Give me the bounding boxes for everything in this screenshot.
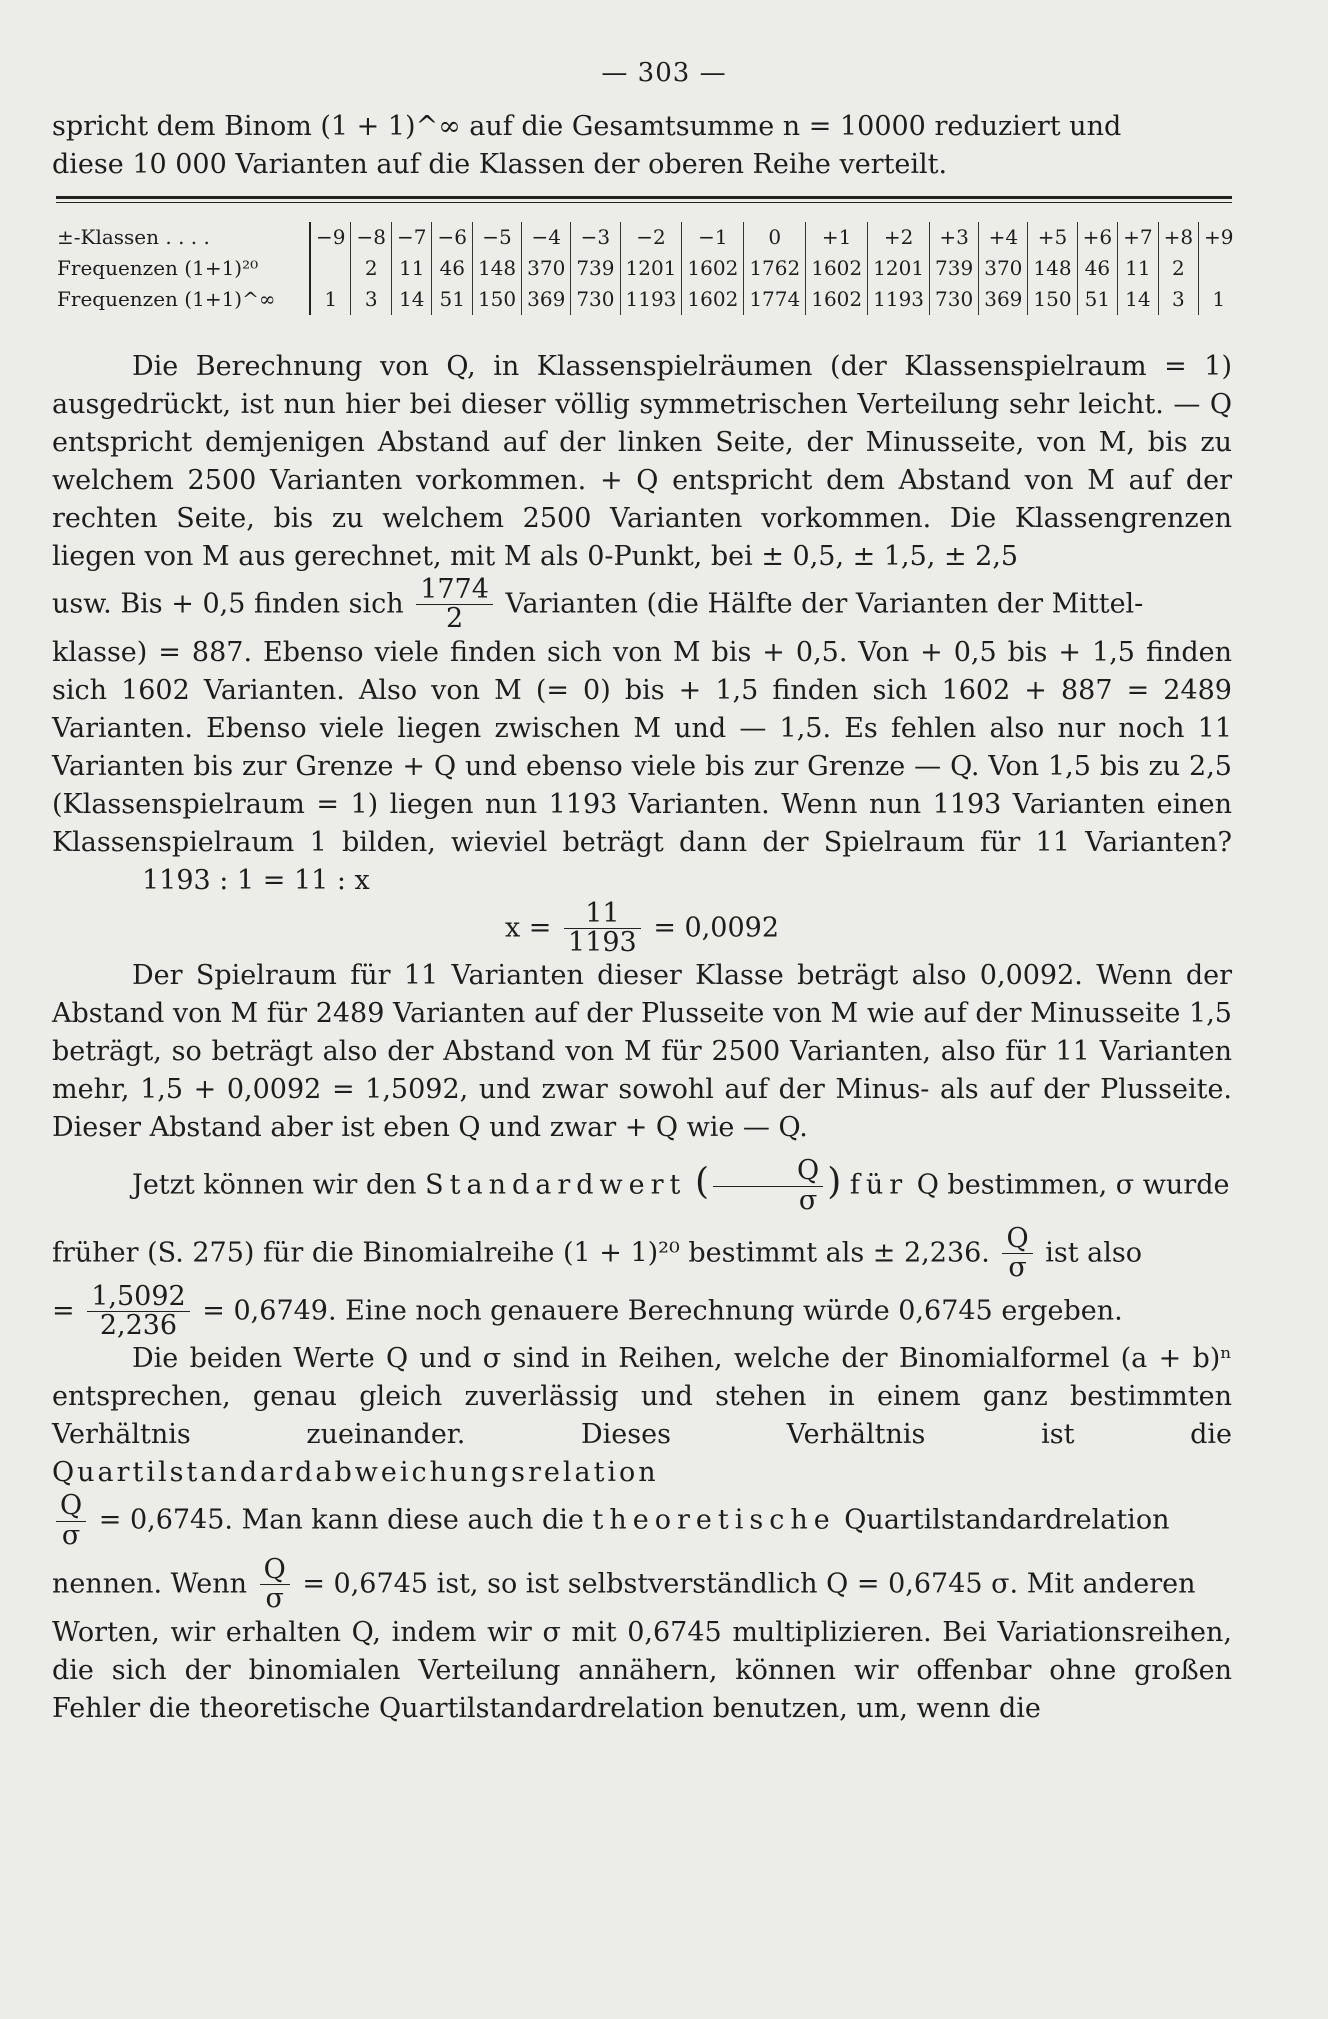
table-cell: 739 [571, 253, 620, 284]
table-cell: 1602 [682, 284, 744, 315]
page-number: — 303 — [601, 58, 727, 88]
table-cell: −6 [432, 222, 472, 253]
table-cell: 11 [1118, 253, 1158, 284]
table-cell: 2 [1158, 253, 1198, 284]
table-cell: 14 [391, 284, 431, 315]
table-cell: 1762 [744, 253, 806, 284]
intro-text [52, 108, 1232, 184]
table-cell: 51 [432, 284, 472, 315]
paragraph-3: Jetzt können wir den Standardwert ( $\frac{Q}{\sigma}$ ) für Q bestimmen, σ wurde [132, 1155, 1230, 1216]
table-cell: −4 [522, 222, 571, 253]
frequency-table [52, 222, 1239, 315]
row-label: ±-Klassen . . . . [57, 225, 210, 249]
table-row [52, 284, 1239, 315]
row-label: Frequenzen (1+1)^∞ [57, 287, 276, 311]
table-cell: 739 [930, 253, 979, 284]
paragraph-3c: = $\frac{1,5092}{2,236}$ = 0,6749. Eine noch genauere Berechnung würde 0,6745 ergeben. [52, 1280, 1123, 1342]
table-top-rule-thin [56, 202, 1232, 203]
paragraph-1c: klasse) = 887. Ebenso viele finden sich von M bis + 0,5. Von + 0,5 bis + 1,5 finden sich 1602 Varianten. Also von M (= 0) bis + 1,5 finden sich 1602 + 887 = 2489 Varianten. Ebenso viele liegen zwischen M und — 1,5. Es fehlen also nur noch 11 Varianten bis zur Grenze + Q und ebenso viele bis zur Grenze — Q. Von 1,5 bis zu 2,5 (Klassenspielraum = 1) liegen nun 1193 Varianten. Wenn nun 1193 Varianten einen Klassenspielraum 1 bilden, wieviel beträgt dann der Spielraum für 11 Varianten? 1193 : 1 = 11 : x [52, 636, 1232, 896]
table-cell: −2 [620, 222, 682, 253]
table-cell: −1 [682, 222, 744, 253]
table-cell: 46 [1077, 253, 1117, 284]
table-cell: 148 [1028, 253, 1077, 284]
table-cell: +6 [1077, 222, 1117, 253]
table-cell [1199, 253, 1239, 284]
table-cell: 14 [1118, 284, 1158, 315]
paragraph-1: Die Berechnung von Q, in Klassenspielräumen (der Klassenspielraum = 1) ausgedrückt, ist nun hier bei dieser völlig symmetrischen Verteilung sehr leicht. — Q entspricht demjenigen Abstand auf der linken Seite, der Minusseite, von M, bis zu welchem 2500 Varianten vorkommen. + Q entspricht dem Abstand von M auf der rechten Seite, bis zu welchem 2500 Varianten vorkommen. Die Klassengrenzen liegen von M aus gerechnet, mit M als 0-Punkt, bei ± 0,5, ± 1,5, ± 2,5 [52, 351, 1232, 572]
table-top-rule [56, 196, 1232, 199]
table-cell: 369 [979, 284, 1028, 315]
table-cell: 370 [522, 253, 571, 284]
table-cell: 150 [472, 284, 521, 315]
table-cell: 46 [432, 253, 472, 284]
table-cell: 730 [571, 284, 620, 315]
table-cell: 370 [979, 253, 1028, 284]
intro-line-2: diese 10 000 Varianten auf die Klassen der oberen Reihe verteilt. [52, 149, 948, 180]
table-cell: 150 [1028, 284, 1077, 315]
equation-x: x = $\frac{11}{1193}$ = 0,0092 [504, 897, 780, 959]
table-cell: −3 [571, 222, 620, 253]
paragraph-4b: $\frac{Q}{\sigma}$ = 0,6745. Man kann diese auch die theoretische Quartilstandardrelation [52, 1492, 1232, 1550]
paragraph-4: Die beiden Werte Q und σ sind in Reihen, welche der Binomialformel (a + b)ⁿ entsprechen, genau gleich zuverlässig und stehen in einem ganz bestimmten Verhältnis zueinander. Dieses Verhältnis ist die Quartilstandardabweichungsrelation [52, 1343, 1232, 1489]
table-row [52, 222, 1239, 253]
table-cell: −7 [391, 222, 431, 253]
proportion-equation: 1193 : 1 = 11 : x [142, 864, 370, 896]
table-cell: 51 [1077, 284, 1117, 315]
paragraph-4d: Worten, wir erhalten Q, indem wir σ mit 0,6745 multiplizieren. Bei Variationsreihen, die sich der binomialen Verteilung annähern, können wir offenbar ohne großen Fehler die theoretische Quartilstandardrelation benutzen, um, wenn die [52, 1616, 1232, 1724]
table-cell: 1602 [806, 253, 868, 284]
main-text [52, 348, 1232, 1728]
paragraph-2: Der Spielraum für 11 Varianten dieser Klasse beträgt also 0,0092. Wenn der Abstand von M für 2489 Varianten auf der Plusseite von M wie auf der Minusseite 1,5 beträgt, so beträgt also der Abstand von M für 2500 Varianten, also für 11 Varianten mehr, 1,5 + 0,0092 = 1,5092, und zwar sowohl auf der Minus- als auf der Plusseite. Dieser Abstand aber ist eben Q und zwar + Q wie — Q. [52, 960, 1232, 1144]
table-cell: 730 [930, 284, 979, 315]
fraction-1774-2: $\frac{1774}{2}$ [416, 576, 493, 634]
table-cell: 369 [522, 284, 571, 315]
table-cell: −5 [472, 222, 521, 253]
table-cell: 11 [391, 253, 431, 284]
table-row [52, 253, 1239, 284]
intro-line-1: spricht dem Binom (1 + 1)^∞ auf die Gesamtsumme n = 10000 reduziert und [52, 111, 1122, 142]
table-cell: 3 [351, 284, 391, 315]
table-cell: 1774 [744, 284, 806, 315]
table-cell: 1201 [620, 253, 682, 284]
table-cell: 0 [744, 222, 806, 253]
table-cell: +8 [1158, 222, 1198, 253]
paragraph-3b: früher (S. 275) für die Binomialreihe (1 + 1)²⁰ bestimmt als ± 2,236. $\frac{Q}{\sigma}$ ist also [52, 1223, 1142, 1284]
table-cell: 3 [1158, 284, 1198, 315]
table-cell: 2 [351, 253, 391, 284]
table-cell: +2 [868, 222, 930, 253]
table-cell: +7 [1118, 222, 1158, 253]
paragraph-1b: usw. Bis + 0,5 finden sich $\frac{1774}{2}$ Varianten (die Hälfte der Varianten der Mittel- [52, 574, 1144, 635]
row-label: Frequenzen (1+1)²⁰ [57, 256, 259, 280]
table-cell: 1201 [868, 253, 930, 284]
table-cell [310, 253, 351, 284]
table-cell: 1602 [806, 284, 868, 315]
table-cell: +4 [979, 222, 1028, 253]
table-cell: 1193 [620, 284, 682, 315]
table-cell: +5 [1028, 222, 1077, 253]
table-cell: 148 [472, 253, 521, 284]
table-cell: 1 [310, 284, 351, 315]
paragraph-4c: nennen. Wenn $\frac{Q}{\sigma}$ = 0,6745 ist, so ist selbstverständlich Q = 0,6745 σ. Mit anderen [52, 1554, 1196, 1615]
table-cell: 1193 [868, 284, 930, 315]
table-cell: +3 [930, 222, 979, 253]
table-cell: −9 [310, 222, 351, 253]
table-cell: +1 [806, 222, 868, 253]
table-cell: −8 [351, 222, 391, 253]
table-cell: +9 [1199, 222, 1239, 253]
table-cell: 1 [1199, 284, 1239, 315]
table-cell: 1602 [682, 253, 744, 284]
